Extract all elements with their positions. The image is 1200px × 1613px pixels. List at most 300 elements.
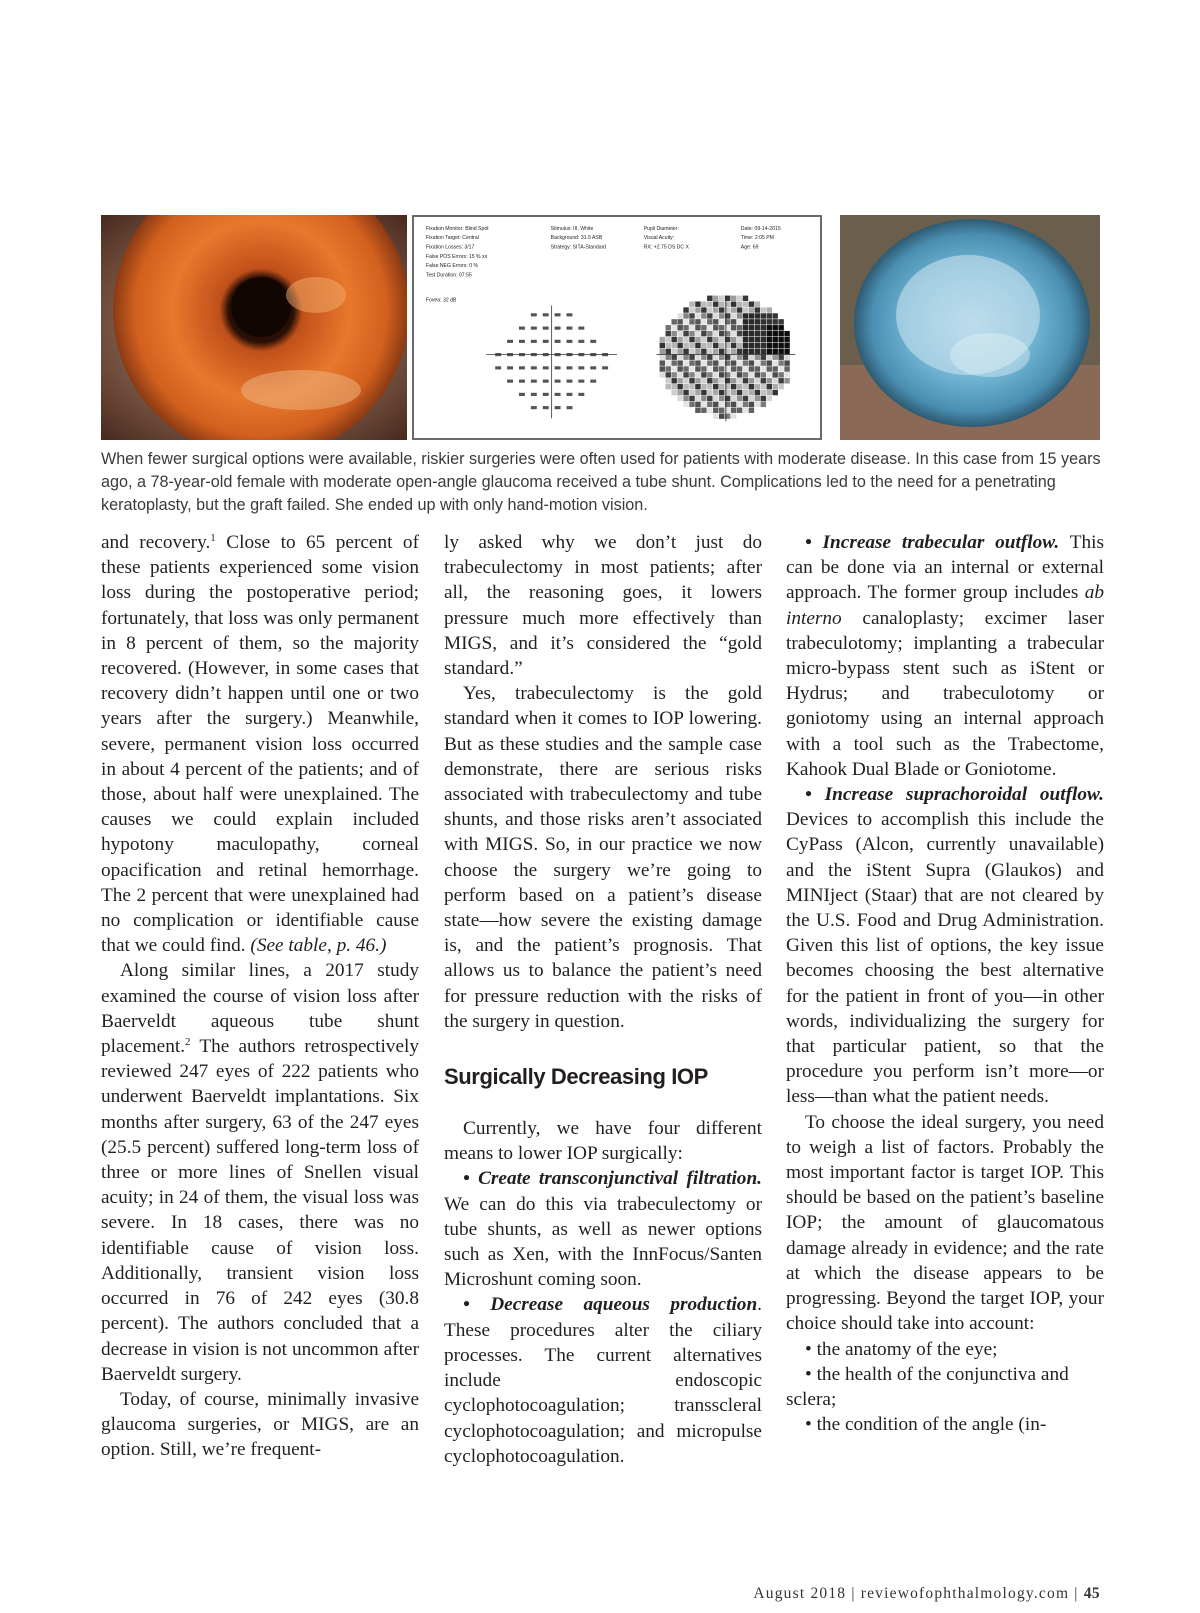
grayscale-cell: [719, 378, 724, 383]
threshold-value-mark: [555, 366, 561, 369]
grayscale-cell: [761, 360, 766, 365]
threshold-value-mark: [566, 380, 572, 383]
grayscale-cell: [778, 366, 783, 371]
grayscale-cell: [743, 355, 748, 360]
grayscale-cell: [683, 343, 688, 348]
grayscale-cell: [683, 396, 688, 401]
grayscale-cell: [755, 355, 760, 360]
threshold-value-mark: [519, 380, 525, 383]
grayscale-cell: [767, 396, 772, 401]
threshold-value-mark: [543, 393, 549, 396]
grayscale-cell: [689, 337, 694, 342]
grayscale-cell: [671, 355, 676, 360]
grayscale-cell: [743, 343, 748, 348]
grayscale-cell: [737, 337, 742, 342]
grayscale-cell: [731, 355, 736, 360]
grayscale-cell: [743, 307, 748, 312]
grayscale-cell: [719, 307, 724, 312]
grayscale-cell: [731, 402, 736, 407]
grayscale-cell: [767, 319, 772, 324]
grayscale-cell: [755, 301, 760, 306]
grayscale-cell: [778, 343, 783, 348]
grayscale-cell: [772, 337, 777, 342]
grayscale-cell: [731, 307, 736, 312]
text-column-1: [101, 530, 419, 1463]
grayscale-cell: [772, 390, 777, 395]
grayscale-cell: [701, 366, 706, 371]
text-run: Devices to accomplish this include the CyPass (Alcon, currently unavailable) and the iStent Supra (Glaukos) and MINIject (Staar) that are not cleared by the U.S. Food and Drug Administration. Given this list of options, the key issue becomes choosing the best alternative for the patient in front of you—in other words, individualizing the surgery for that particular patient, so that the procedure you perform isn’t more—or less—than what the patient needs.: [786, 809, 1104, 1108]
grayscale-cell: [713, 313, 718, 318]
grayscale-cell: [701, 402, 706, 407]
threshold-value-mark: [543, 327, 549, 330]
grayscale-cell: [761, 307, 766, 312]
grayscale-cell: [767, 331, 772, 336]
text-column-2: [444, 530, 762, 1469]
grayscale-cell: [731, 360, 736, 365]
grayscale-cell: [707, 366, 712, 371]
printout-header-line: Time: 2:05 PM: [740, 235, 774, 242]
grayscale-cell: [707, 355, 712, 360]
grayscale-cell: [761, 343, 766, 348]
grayscale-cell: [737, 402, 742, 407]
grayscale-cell: [772, 349, 777, 354]
grayscale-cell: [713, 331, 718, 336]
grayscale-cell: [660, 337, 665, 342]
fovea-label: Fovea: 32 dB: [425, 297, 457, 304]
grayscale-cell: [707, 390, 712, 395]
grayscale-cell: [701, 319, 706, 324]
grayscale-cell: [713, 402, 718, 407]
grayscale-cell: [755, 319, 760, 324]
grayscale-cell: [767, 343, 772, 348]
paragraph: To choose the ideal surgery, you need to weigh a list of factors. Probably the most important factor is target IOP. This should be based on the patient’s baseline IOP; the amount of glaucomatous damage already in evidence; and the rate at which the disease appears to be progressing. Beyond the target IOP, your choice should take into account:: [786, 1111, 1104, 1335]
grayscale-cell: [772, 366, 777, 371]
grayscale-cell: [755, 343, 760, 348]
paragraph: ly asked why we don’t just do trabeculectomy in most patients; after all, the reasoning goes, it lowers pressure much more effectively than MIGS, and it’s considered the “gold standard.”: [444, 532, 762, 680]
grayscale-cell: [737, 296, 742, 301]
paragraph: [101, 530, 419, 958]
grayscale-cell: [755, 390, 760, 395]
grayscale-cell: [772, 372, 777, 377]
grayscale-cell: [731, 390, 736, 395]
printout-header-line: False NEG Errors: 0 %: [425, 263, 479, 270]
grayscale-cell: [784, 366, 789, 371]
grayscale-cell: [749, 402, 754, 407]
grayscale-cell: [731, 343, 736, 348]
threshold-value-mark: [531, 327, 537, 330]
grayscale-cell: [719, 408, 724, 413]
grayscale-cell: [707, 384, 712, 389]
grayscale-cell: [784, 378, 789, 383]
grayscale-cell: [767, 378, 772, 383]
threshold-value-mark: [555, 327, 561, 330]
grayscale-cell: [707, 331, 712, 336]
grayscale-cell: [743, 349, 748, 354]
grayscale-cell: [778, 355, 783, 360]
grayscale-cell: [743, 390, 748, 395]
grayscale-cell: [689, 331, 694, 336]
grayscale-cell: [683, 384, 688, 389]
grayscale-cell: [737, 396, 742, 401]
grayscale-cell: [737, 360, 742, 365]
list-item: • the condition of the angle (in-: [805, 1414, 1047, 1436]
iris-photo-graphic: [101, 215, 407, 440]
grayscale-cell: [666, 331, 671, 336]
grayscale-cell: [719, 366, 724, 371]
bullet-title: • Increase trabecular outflow.: [805, 532, 1060, 553]
grayscale-cell: [660, 372, 665, 377]
grayscale-cell: [695, 378, 700, 383]
threshold-value-mark: [531, 380, 537, 383]
grayscale-cell: [713, 301, 718, 306]
printout-header-line: Fixation Target: Central: [425, 235, 479, 242]
grayscale-cell: [707, 313, 712, 318]
threshold-value-mark: [578, 380, 584, 383]
grayscale-cell: [767, 307, 772, 312]
grayscale-cell: [695, 366, 700, 371]
grayscale-cell: [677, 396, 682, 401]
grayscale-cell: [737, 307, 742, 312]
grayscale-cell: [719, 337, 724, 342]
text-run: Along similar lines, a 2017 study examined the course of vision loss after Baerveldt aqueous tube shunt placement.: [101, 960, 419, 1058]
grayscale-cell: [749, 366, 754, 371]
printout-header-line: Fixation Monitor: Blind Spot: [425, 225, 489, 232]
grayscale-cell: [755, 325, 760, 330]
grayscale-cell: [713, 366, 718, 371]
threshold-value-mark: [566, 393, 572, 396]
printout-header-line: Test Duration: 07:55: [425, 272, 472, 279]
grayscale-cell: [767, 390, 772, 395]
grayscale-cell: [743, 319, 748, 324]
grayscale-cell: [761, 402, 766, 407]
text-run: . These procedures alter the ciliary processes. The current alternatives include endoscopic cyclophotocoagulation; transscleral cyclophotocoagulation; and micropulse cyclophotocoagulation.: [444, 1294, 762, 1467]
grayscale-cell: [671, 343, 676, 348]
threshold-value-mark: [590, 366, 596, 369]
threshold-value-mark: [531, 340, 537, 343]
grayscale-cell: [719, 319, 724, 324]
grayscale-cell: [772, 360, 777, 365]
grayscale-cell: [719, 396, 724, 401]
grayscale-cell: [683, 355, 688, 360]
printout-header-line: Age: 69: [740, 244, 759, 251]
grayscale-cell: [778, 384, 783, 389]
grayscale-cell: [677, 331, 682, 336]
visual-field-printout: [412, 215, 822, 440]
paragraph: Currently, we have four different means to lower IOP surgically:: [444, 1118, 762, 1165]
grayscale-cell: [778, 378, 783, 383]
bullet-item: [444, 1166, 762, 1292]
grayscale-cell: [731, 408, 736, 413]
threshold-value-mark: [519, 366, 525, 369]
threshold-value-mark: [566, 340, 572, 343]
grayscale-cell: [719, 413, 724, 418]
grayscale-cell: [701, 390, 706, 395]
grayscale-cell: [749, 384, 754, 389]
grayscale-cell: [683, 349, 688, 354]
grayscale-cell: [695, 319, 700, 324]
grayscale-cell: [689, 343, 694, 348]
grayscale-cell: [761, 366, 766, 371]
threshold-value-mark: [519, 327, 525, 330]
grayscale-cell: [737, 301, 742, 306]
grayscale-cell: [689, 355, 694, 360]
grayscale-cell: [772, 384, 777, 389]
grayscale-cell: [784, 343, 789, 348]
grayscale-cell: [677, 343, 682, 348]
grayscale-cell: [761, 384, 766, 389]
grayscale-cell: [755, 337, 760, 342]
text-run: We can do this via trabeculectomy or tube shunts, as well as newer options such as Xen, with the InnFocus/Santen Microshunt coming soon.: [444, 1193, 762, 1291]
grayscale-cell: [707, 402, 712, 407]
grayscale-cell: [784, 349, 789, 354]
text-run: This can be done via an internal or external approach. The former group includes: [786, 532, 1104, 604]
grayscale-cell: [666, 372, 671, 377]
grayscale-cell: [767, 325, 772, 330]
grayscale-cell: [719, 384, 724, 389]
grayscale-cell: [666, 378, 671, 383]
grayscale-cell: [677, 355, 682, 360]
grayscale-cell: [666, 384, 671, 389]
grayscale-cell: [701, 378, 706, 383]
grayscale-cell: [737, 366, 742, 371]
grayscale-cell: [761, 331, 766, 336]
footer-separator: |: [1074, 1585, 1079, 1602]
grayscale-cell: [719, 301, 724, 306]
grayscale-cell: [689, 319, 694, 324]
threshold-value-mark: [519, 340, 525, 343]
grayscale-cell: [695, 402, 700, 407]
text-run: The authors retrospectively reviewed 247 eyes of 222 patients who underwent Baerveldt implantations. Six months after surgery, 63 of the 247 eyes (25.5 percent) suffered long-term loss of three or more lines of Snellen visual acuity; in 24 of them, the visual loss was severe. In 18 cases, there was no identifiable cause of vision loss. Additionally, transient vision loss occurred in 76 of 242 eyes (30.8 percent). The authors concluded that a decrease in vision is not uncommon after Baerveldt surgery.: [101, 1036, 419, 1385]
grayscale-cell: [772, 378, 777, 383]
grayscale-cell: [660, 366, 665, 371]
printout-header-line: Stimulus: III, White: [550, 225, 594, 232]
footer-separator: |: [851, 1585, 856, 1602]
paragraph: Yes, trabeculectomy is the gold standard when it comes to IOP lowering. But as these studies and the sample case demonstrate, there are serious risks associated with trabeculectomy and tube shunts, and those risks aren’t associated with MIGS. So, in our practice we now choose the surgery we’re going to perform based on a patient’s disease state—how severe the existing damage is, and the patient’s prognosis. That allows us to balance the patient’s need for pressure reduction with the risks of the surgery in question.: [444, 683, 762, 1032]
bullet-title: • Increase suprachoroidal outflow.: [805, 784, 1104, 806]
grayscale-cell: [749, 325, 754, 330]
grayscale-cell: [689, 378, 694, 383]
iris-photo: [101, 215, 407, 440]
grayscale-cell: [695, 331, 700, 336]
grayscale-cell: [707, 319, 712, 324]
grayscale-cell: [749, 378, 754, 383]
grayscale-cell: [778, 319, 783, 324]
grayscale-cell: [743, 402, 748, 407]
grayscale-cell: [755, 366, 760, 371]
issue-date: August 2018: [753, 1585, 847, 1602]
grayscale-cell: [689, 349, 694, 354]
grayscale-cell: [767, 355, 772, 360]
grayscale-cell: [737, 349, 742, 354]
grayscale-cell: [761, 390, 766, 395]
grayscale-cell: [701, 337, 706, 342]
website: reviewofophthalmology.com: [860, 1585, 1070, 1602]
grayscale-cell: [755, 307, 760, 312]
grayscale-cell: [689, 307, 694, 312]
grayscale-cell: [677, 349, 682, 354]
grayscale-cell: [677, 360, 682, 365]
grayscale-cell: [719, 325, 724, 330]
grayscale-cell: [701, 396, 706, 401]
threshold-value-mark: [578, 393, 584, 396]
grayscale-cell: [761, 325, 766, 330]
grayscale-cell: [784, 337, 789, 342]
threshold-value-mark: [519, 393, 525, 396]
visual-field-graphic: [414, 217, 820, 438]
threshold-value-mark: [543, 340, 549, 343]
grayscale-cell: [707, 396, 712, 401]
grayscale-cell: [671, 325, 676, 330]
grayscale-cell: [707, 378, 712, 383]
threshold-value-mark: [566, 327, 572, 330]
grayscale-cell: [701, 307, 706, 312]
threshold-value-mark: [543, 380, 549, 383]
grayscale-cell: [761, 396, 766, 401]
grayscale-cell: [761, 355, 766, 360]
grayscale-cell: [695, 313, 700, 318]
grayscale-cell: [749, 313, 754, 318]
cornea-graft-photo: [840, 215, 1100, 440]
table-reference: (See table, p. 46.): [245, 935, 387, 957]
grayscale-cell: [677, 319, 682, 324]
grayscale-cell: [695, 355, 700, 360]
grayscale-cell: [701, 331, 706, 336]
grayscale-cell: [749, 390, 754, 395]
grayscale-cell: [737, 408, 742, 413]
grayscale-cell: [719, 349, 724, 354]
grayscale-cell: [743, 396, 748, 401]
printout-header-line: False POS Errors: 15 % xx: [425, 253, 488, 260]
grayscale-cell: [707, 408, 712, 413]
grayscale-cell: [707, 325, 712, 330]
threshold-value-mark: [566, 313, 572, 316]
section-heading: Surgically Decreasing IOP: [444, 1064, 708, 1090]
grayscale-cell: [737, 331, 742, 336]
grayscale-cell: [695, 372, 700, 377]
grayscale-cell: [666, 355, 671, 360]
grayscale-cell: [713, 307, 718, 312]
grayscale-cell: [701, 372, 706, 377]
grayscale-cell: [731, 372, 736, 377]
paragraph: [101, 958, 419, 1386]
bullet-title: • Create transconjunctival filtration.: [463, 1168, 762, 1190]
bullet-item: [444, 1292, 762, 1468]
grayscale-cell: [701, 360, 706, 365]
grayscale-cell: [737, 313, 742, 318]
grayscale-cell: [731, 384, 736, 389]
printout-header-line: Fixation Losses: 3/17: [425, 244, 475, 251]
grayscale-cell: [689, 313, 694, 318]
grayscale-cell: [683, 307, 688, 312]
grayscale-cell: [719, 331, 724, 336]
grayscale-cell: [743, 366, 748, 371]
grayscale-cell: [677, 378, 682, 383]
grayscale-cell: [719, 402, 724, 407]
grayscale-cell: [767, 372, 772, 377]
grayscale-cell: [701, 408, 706, 413]
grayscale-cell: [713, 337, 718, 342]
grayscale-cell: [701, 313, 706, 318]
grayscale-cell: [737, 343, 742, 348]
grayscale-cell: [671, 378, 676, 383]
grayscale-cell: [731, 366, 736, 371]
grayscale-cell: [695, 396, 700, 401]
printout-header-line: Background: 31.5 ASB: [550, 235, 603, 242]
grayscale-cell: [666, 337, 671, 342]
threshold-value-mark: [555, 313, 561, 316]
grayscale-cell: [671, 366, 676, 371]
grayscale-cell: [719, 313, 724, 318]
figure-caption: When fewer surgical options were available, riskier surgeries were often used for patients with moderate disease. In this case from 15 years ago, a 78-year-old female with moderate open-angle glaucoma received a tube shunt. Complications led to the need for a penetrating keratoplasty, but the graft failed. She ended up with only hand-motion vision.: [101, 450, 1101, 514]
list-item: • the anatomy of the eye;: [805, 1338, 998, 1360]
grayscale-cell: [683, 402, 688, 407]
grayscale-cell: [689, 301, 694, 306]
grayscale-cell: [749, 408, 754, 413]
grayscale-cell: [707, 337, 712, 342]
grayscale-cell: [666, 343, 671, 348]
grayscale-cell: [749, 343, 754, 348]
grayscale-cell: [707, 343, 712, 348]
grayscale-cell: [713, 343, 718, 348]
threshold-value-mark: [531, 366, 537, 369]
grayscale-cell: [689, 384, 694, 389]
italic-term: ab interno: [786, 582, 1104, 629]
grayscale-cell: [772, 325, 777, 330]
grayscale-cell: [755, 349, 760, 354]
grayscale-cell: [743, 296, 748, 301]
footnote-ref: 2: [185, 1036, 191, 1049]
threshold-value-mark: [495, 366, 501, 369]
grayscale-cell: [689, 366, 694, 371]
grayscale-cell: [683, 325, 688, 330]
grayscale-cell: [701, 349, 706, 354]
threshold-value-mark: [543, 313, 549, 316]
grayscale-cell: [731, 337, 736, 342]
threshold-value-mark: [590, 340, 596, 343]
grayscale-cell: [689, 325, 694, 330]
grayscale-cell: [761, 372, 766, 377]
bullet-item: [786, 530, 1104, 782]
grayscale-cell: [677, 372, 682, 377]
threshold-value-mark: [507, 366, 513, 369]
grayscale-cell: [701, 343, 706, 348]
threshold-value-mark: [566, 366, 572, 369]
grayscale-cell: [683, 319, 688, 324]
grayscale-cell: [772, 331, 777, 336]
grayscale-cell: [772, 355, 777, 360]
grayscale-cell: [737, 319, 742, 324]
grayscale-cell: [713, 413, 718, 418]
grayscale-cell: [767, 337, 772, 342]
grayscale-cell: [743, 384, 748, 389]
grayscale-cell: [707, 301, 712, 306]
grayscale-cell: [743, 325, 748, 330]
grayscale-cell: [713, 378, 718, 383]
grayscale-cell: [731, 325, 736, 330]
grayscale-cell: [713, 296, 718, 301]
grayscale-cell: [666, 349, 671, 354]
page-footer: [600, 1585, 1100, 1603]
grayscale-cell: [719, 343, 724, 348]
grayscale-cell: [671, 337, 676, 342]
grayscale-cell: [743, 372, 748, 377]
grayscale-cell: [784, 355, 789, 360]
grayscale-cell: [683, 372, 688, 377]
grayscale-cell: [743, 378, 748, 383]
grayscale-cell: [695, 390, 700, 395]
threshold-value-mark: [555, 393, 561, 396]
grayscale-cell: [660, 355, 665, 360]
